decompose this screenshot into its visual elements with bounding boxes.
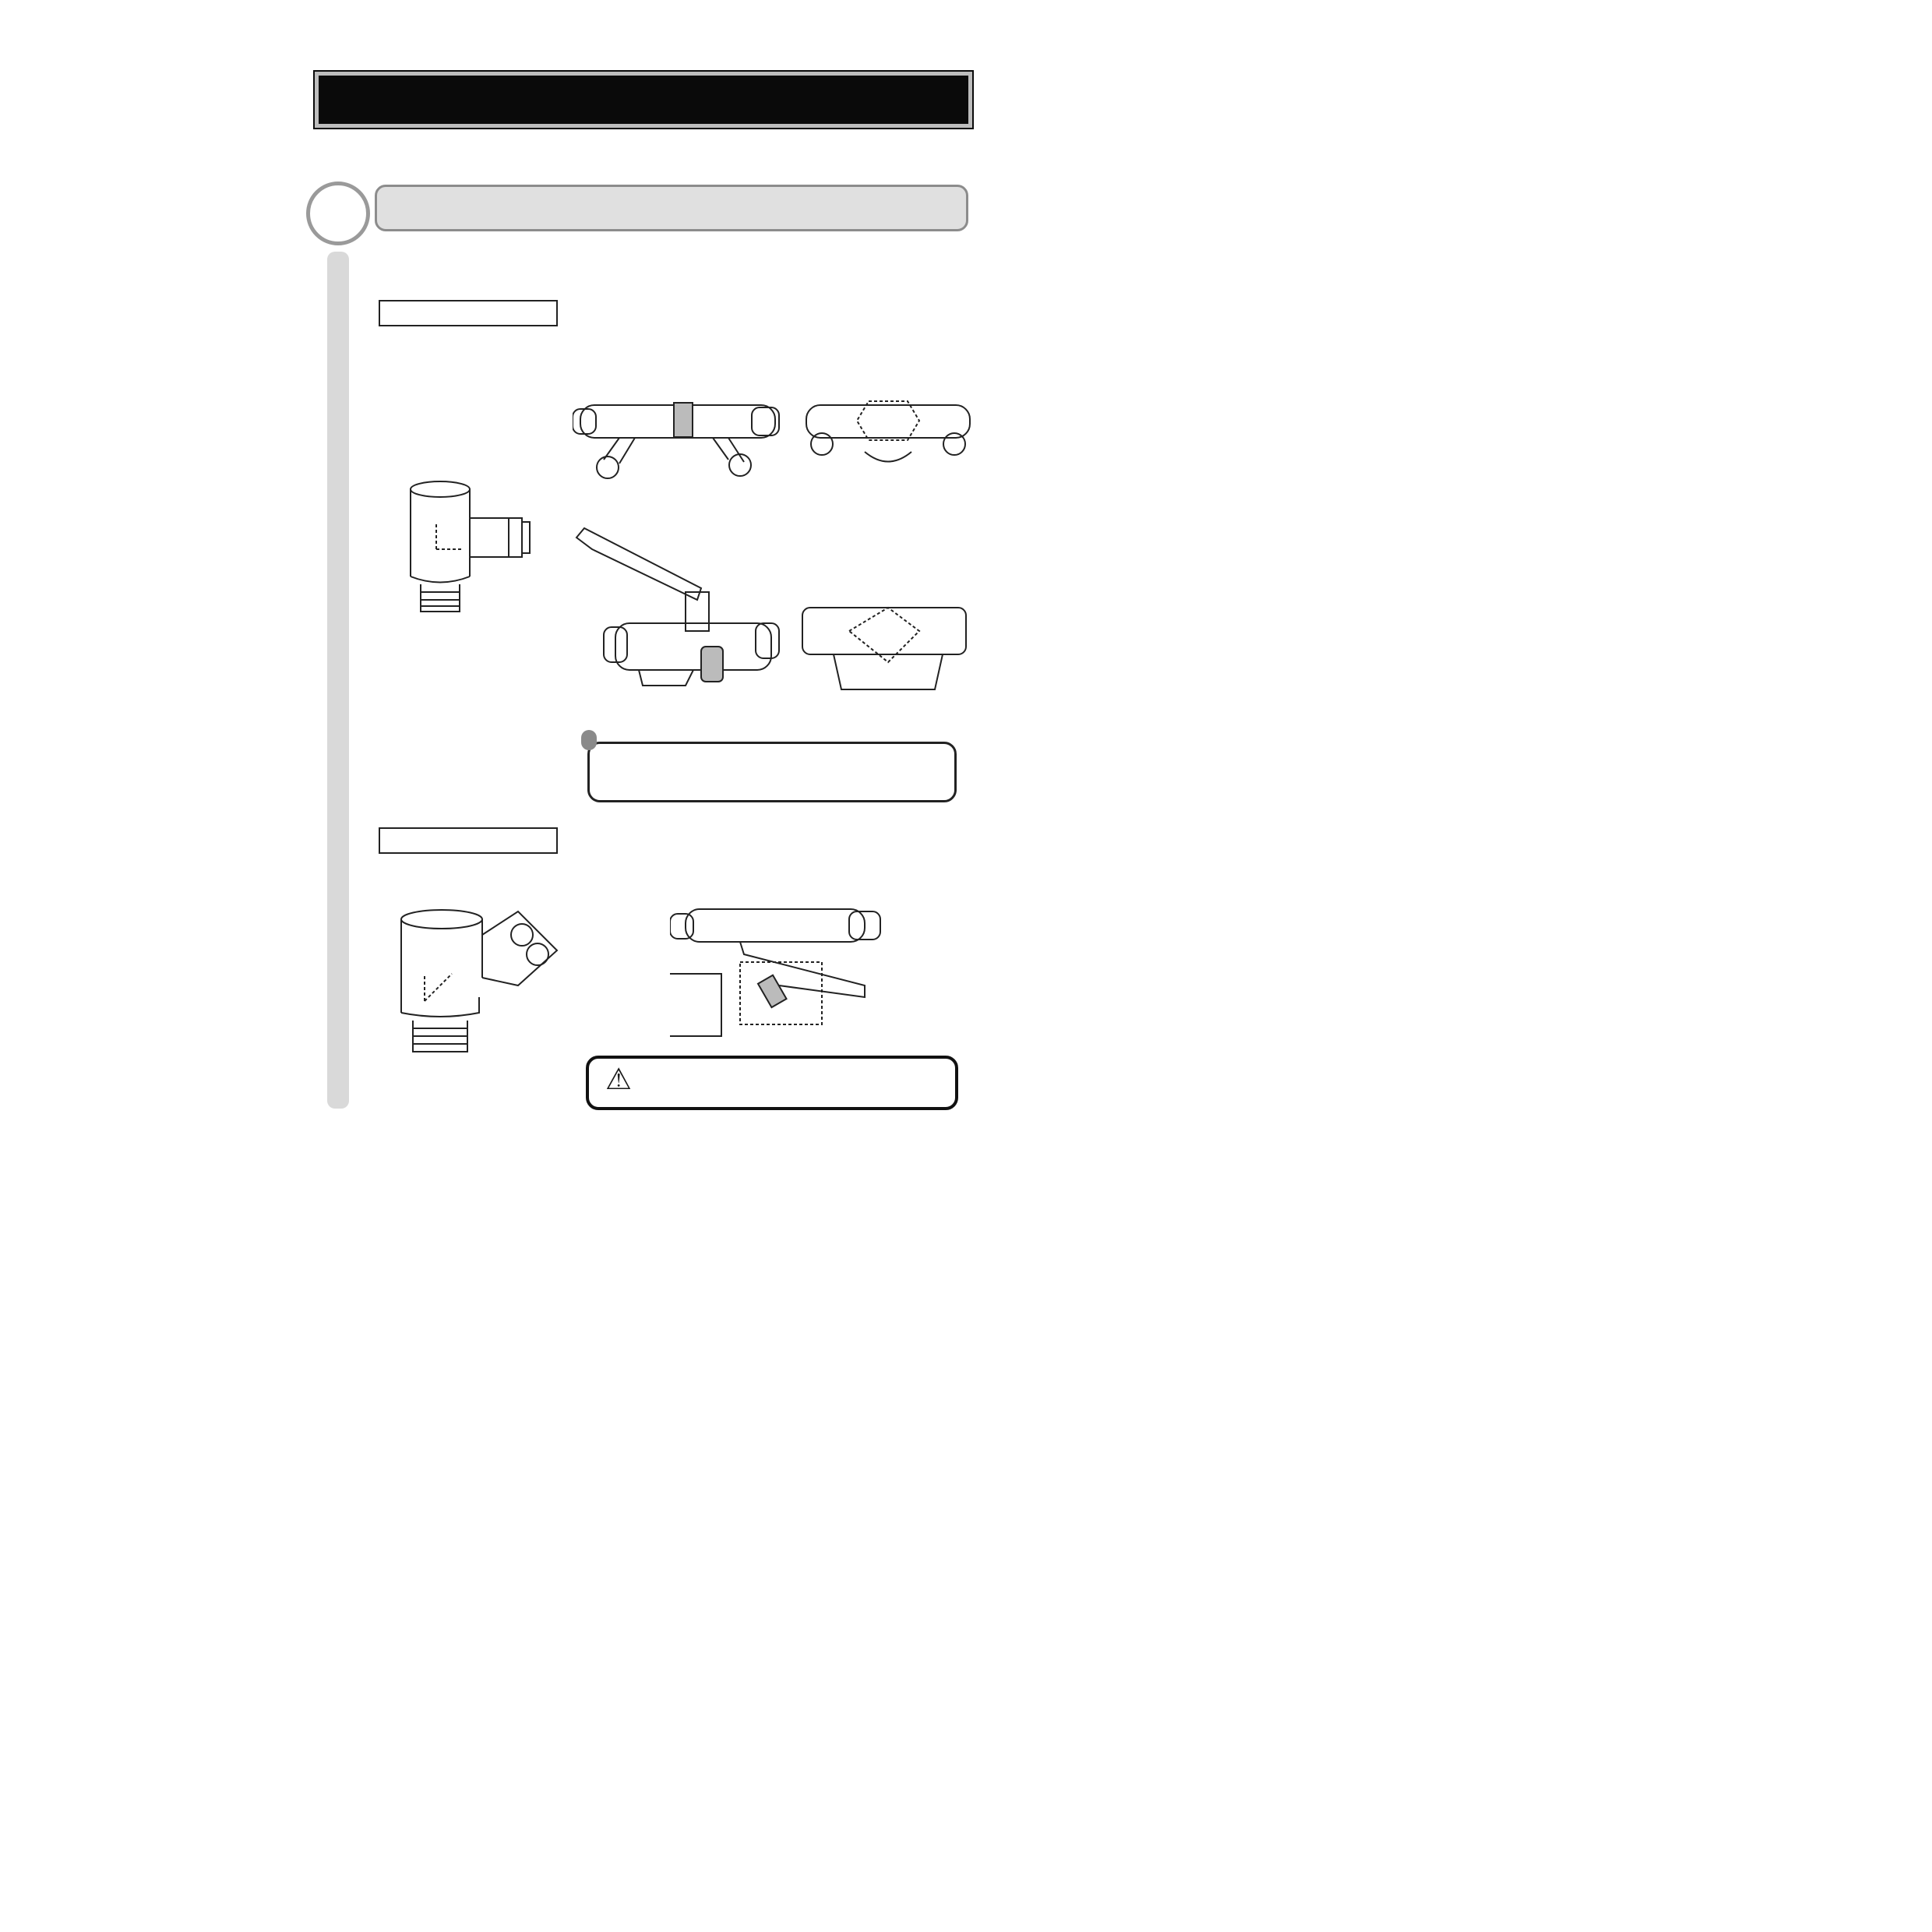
section-2-heading: [315, 72, 972, 128]
warning-triangle-icon: ⚠: [605, 1062, 633, 1096]
point-box-step1: [587, 742, 957, 802]
warning-box-valve45: [586, 1056, 958, 1110]
valve-90-illustration: [405, 475, 545, 615]
step-1-heading: [375, 185, 968, 231]
deck-faucet-illustration: [569, 522, 974, 717]
wall-faucet-illustration: [573, 386, 978, 487]
step-1-rail: [327, 252, 349, 1109]
valve-45-illustration: [393, 904, 565, 1059]
warning-icon: [595, 1063, 642, 1095]
step-1-circle: [306, 182, 370, 245]
case-45-label: [379, 827, 558, 854]
faucet-45-illustration: [670, 900, 950, 1048]
point-tag-step1: [581, 730, 597, 750]
case-90-label: [379, 300, 558, 326]
